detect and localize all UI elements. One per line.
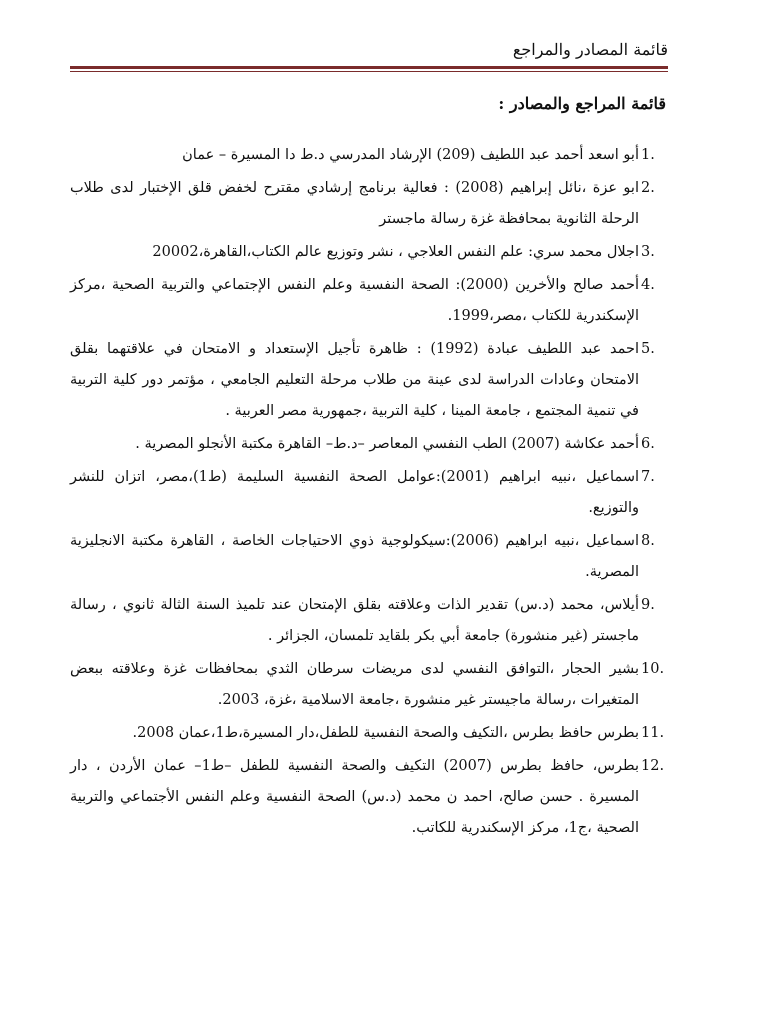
reference-text: اسماعيل ،نبيه ابراهيم (2006):سيكولوجية ذوي الاحتياجات الخاصة ، القاهرة مكتبة الانجليزية المصرية. bbox=[70, 533, 639, 580]
reference-number: 6. bbox=[641, 436, 655, 452]
reference-text: بطرس، حافظ بطرس (2007) التكيف والصحة النفسية للطفل –ط1– عمان الأردن ، دار المسيرة . حسن صالح، احمد ن محمد (د.س) الصحة النفسية وعلم النفس الأجتماعي والتربية الصحية ،ج1، مركز الإسكندرية للكاتب. bbox=[70, 758, 639, 836]
reference-number: 8. bbox=[641, 533, 655, 549]
reference-number: 2. bbox=[641, 180, 655, 196]
reference-item bbox=[70, 173, 667, 235]
reference-item bbox=[70, 526, 667, 588]
page-header-title: قائمة المصادر والمراجع bbox=[512, 40, 668, 59]
reference-number: 7. bbox=[641, 469, 655, 485]
reference-item bbox=[70, 590, 667, 652]
reference-number: 10. bbox=[641, 661, 665, 677]
reference-item bbox=[70, 462, 667, 524]
reference-number: 4. bbox=[641, 277, 655, 293]
header-rule-thin bbox=[70, 71, 668, 72]
reference-text: أبو اسعد أحمد عبد اللطيف (209) الإرشاد المدرسي د.ط دا المسيرة – عمان bbox=[182, 147, 639, 163]
reference-number: 9. bbox=[641, 597, 655, 613]
reference-item bbox=[70, 654, 667, 716]
reference-text: اجلال محمد سري: علم النفس العلاجي ، نشر وتوزيع عالم الكتاب،القاهرة،20002 bbox=[152, 244, 639, 260]
reference-number: 1. bbox=[641, 147, 655, 163]
reference-text: أيلاس، محمد (د.س) تقدير الذات وعلاقته بقلق الإمتحان عند تلميذ السنة الثالة ثانوي ، رسالة ماجستر (غير منشورة) جامعة أبي بكر بلقايد تلمسان، الجزائر . bbox=[70, 597, 639, 644]
reference-item bbox=[70, 751, 667, 844]
reference-number: 12. bbox=[641, 758, 665, 774]
references-list bbox=[70, 140, 667, 846]
reference-number: 3. bbox=[641, 244, 655, 260]
reference-number: 11. bbox=[641, 725, 665, 741]
reference-text: أحمد عكاشة (2007) الطب النفسي المعاصر –د.ط– القاهرة مكتبة الأنجلو المصرية . bbox=[135, 436, 639, 452]
reference-item bbox=[70, 334, 667, 427]
reference-text: اسماعيل ،نبيه ابراهيم (2001):عوامل الصحة النفسية السليمة (ط1)،مصر، اتزان للنشر والتوزيع. bbox=[70, 469, 639, 516]
reference-text: احمد عبد اللطيف عبادة (1992) : ظاهرة تأجيل الإستعداد و الامتحان في علاقتهما بقلق الامتحان وعادات الدراسة لدى عينة من طلاب مرحلة التعليم الجامعي ، مؤتمر دور كلية التربية في تنمية المجتمع ، جامعة المينا ، كلية التربية ،جمهورية مصر العربية . bbox=[70, 341, 639, 419]
reference-item bbox=[70, 140, 667, 171]
reference-text: ابو عزة ،نائل إبراهيم (2008) : فعالية برنامج إرشادي مقترح لخفض قلق الإختبار لدى طلاب الرحلة الثانوية بمحافظة غزة رسالة ماجستر bbox=[70, 180, 639, 227]
reference-text: بشير الحجار ،التوافق النفسي لدى مريضات سرطان الثدي بمحافظات غزة وعلاقته ببعض المتغيرات ،رسالة ماجيستر غير منشورة ،جامعة الاسلامية ،غزة، 2003. bbox=[70, 661, 639, 708]
reference-item bbox=[70, 270, 667, 332]
header-rule-thick bbox=[70, 66, 668, 69]
reference-text: أحمد صالح والأخرين (2000): الصحة النفسية وعلم النفس الإجتماعي والتربية الصحية ،مركز الإسكندرية للكتاب ،مصر،1999. bbox=[70, 277, 639, 324]
reference-item bbox=[70, 429, 667, 460]
reference-item bbox=[70, 718, 667, 749]
section-title: قائمة المراجع والمصادر : bbox=[498, 94, 666, 113]
reference-item bbox=[70, 237, 667, 268]
reference-number: 5. bbox=[641, 341, 655, 357]
reference-text: بطرس حافظ بطرس ،التكيف والصحة النفسية للطفل،دار المسيرة،ط1،عمان 2008. bbox=[132, 725, 639, 741]
